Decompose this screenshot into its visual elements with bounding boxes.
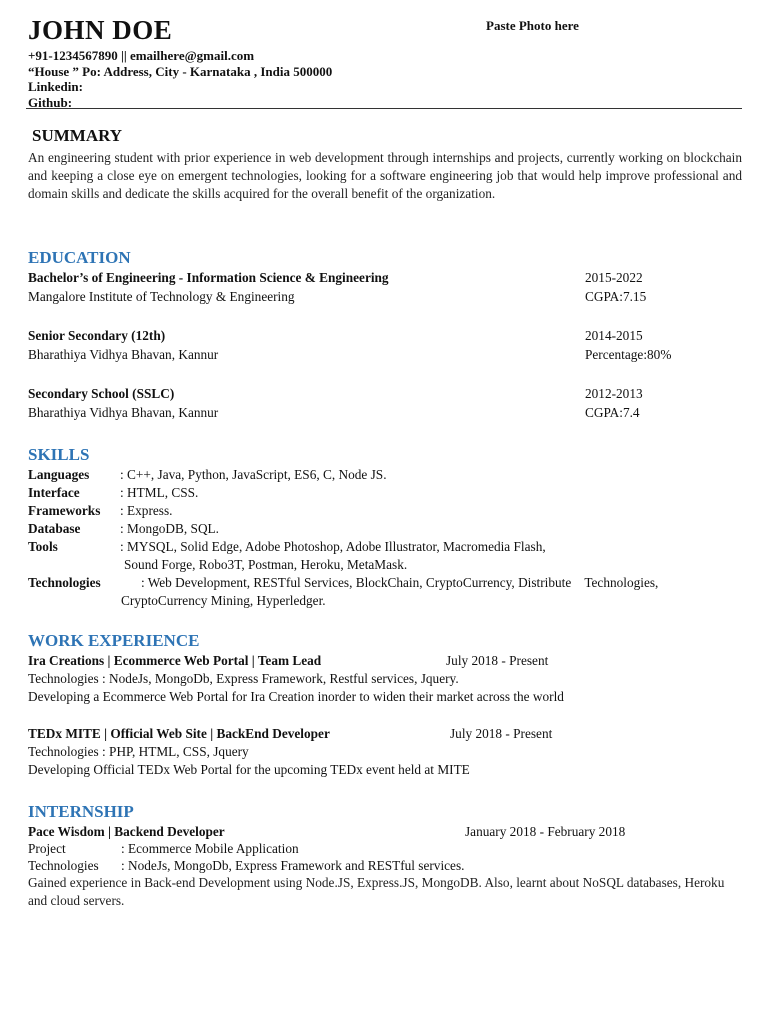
skill-label: Tools: [28, 539, 58, 554]
skill-label: Technologies: [28, 575, 101, 590]
internship-date: January 2018 - February 2018: [465, 824, 626, 839]
education-institution: Bharathiya Vidhya Bhavan, Kannur: [28, 405, 219, 420]
work-title: TEDx MITE | Official Web Site | BackEnd Developer: [28, 726, 330, 741]
internship-project-label: Project: [28, 841, 66, 856]
skill-value: : Web Development, RESTful Services, BlockChain, CryptoCurrency, Distribute Technologies,: [141, 575, 659, 590]
work-date: July 2018 - Present: [450, 726, 553, 741]
header-divider: [26, 108, 742, 109]
internship-title: Pace Wisdom | Backend Developer: [28, 824, 225, 839]
education-years: 2015-2022: [585, 270, 643, 285]
skill-value: : C++, Java, Python, JavaScript, ES6, C, Node JS.: [120, 467, 387, 482]
work-date: July 2018 - Present: [446, 653, 549, 668]
contact-block: [28, 48, 332, 110]
skill-label: Interface: [28, 485, 80, 500]
education-years: 2014-2015: [585, 328, 643, 343]
skill-label: Languages: [28, 467, 90, 482]
education-institution: Bharathiya Vidhya Bhavan, Kannur: [28, 347, 219, 362]
internship-project-value: : Ecommerce Mobile Application: [121, 841, 299, 856]
contact-linkedin: Linkedin:: [28, 79, 83, 94]
education-years: 2012-2013: [585, 386, 643, 401]
skill-value: : MYSQL, Solid Edge, Adobe Photoshop, Adobe Illustrator, Macromedia Flash,: [120, 539, 546, 554]
summary-heading: SUMMARY: [32, 126, 123, 145]
education-score: Percentage:80%: [585, 347, 672, 362]
work-technologies: Technologies : PHP, HTML, CSS, Jquery: [28, 744, 249, 759]
skill-value: : HTML, CSS.: [120, 485, 199, 500]
skill-value: : MongoDB, SQL.: [120, 521, 219, 536]
education-degree: Secondary School (SSLC): [28, 386, 175, 401]
skill-value-continued: CryptoCurrency Mining, Hyperledger.: [121, 593, 326, 608]
education-institution: Mangalore Institute of Technology & Engineering: [28, 289, 295, 304]
work-description: Developing Official TEDx Web Portal for the upcoming TEDx event held at MITE: [28, 762, 470, 777]
internship-description: Gained experience in Back-end Development using Node.JS, Express.JS, MongoDB. Also, learnt about NoSQL databases, Heroku and cloud servers.: [28, 875, 725, 908]
work-description: Developing a Ecommerce Web Portal for Ira Creation inorder to widen their market across the world: [28, 689, 564, 704]
contact-address: “House ” Po: Address, City - Karnataka , India 500000: [28, 63, 333, 79]
work-technologies: Technologies : NodeJs, MongoDb, Express Framework, Restful services, Jquery.: [28, 671, 459, 686]
internship-tech-value: : NodeJs, MongoDb, Express Framework and RESTful services.: [121, 858, 465, 873]
contact-github: Github:: [28, 94, 73, 110]
work-title: Ira Creations | Ecommerce Web Portal | Team Lead: [28, 653, 322, 668]
skills-heading: SKILLS: [28, 445, 90, 464]
work-experience-heading: WORK EXPERIENCE: [28, 631, 200, 650]
contact-phone-email: +91-1234567890 || emailhere@gmail.com: [28, 48, 255, 63]
candidate-name: JOHN DOE: [28, 15, 173, 45]
skill-label: Frameworks: [28, 503, 101, 518]
education-score: CGPA:7.4: [585, 405, 640, 420]
skill-value-continued: Sound Forge, Robo3T, Postman, Heroku, MetaMask.: [124, 557, 408, 572]
education-degree: Bachelor’s of Engineering - Information Science & Engineering: [28, 270, 389, 285]
summary-text: An engineering student with prior experience in web development through internships and projects, currently working on blockchain and keeping a close eye on emergent technologies, looking for a software engineering job that would help improve professional and domain skills and dedicate the skills acquired for the overall benefit of the organization.: [28, 150, 742, 202]
internship-tech-label: Technologies: [28, 858, 99, 873]
education-degree: Senior Secondary (12th): [28, 328, 166, 343]
education-heading: EDUCATION: [28, 248, 131, 267]
photo-placeholder: Paste Photo here: [486, 18, 579, 33]
education-score: CGPA:7.15: [585, 289, 647, 304]
skill-value: : Express.: [120, 503, 173, 518]
internship-heading: INTERNSHIP: [28, 802, 134, 821]
skill-label: Database: [28, 521, 81, 536]
